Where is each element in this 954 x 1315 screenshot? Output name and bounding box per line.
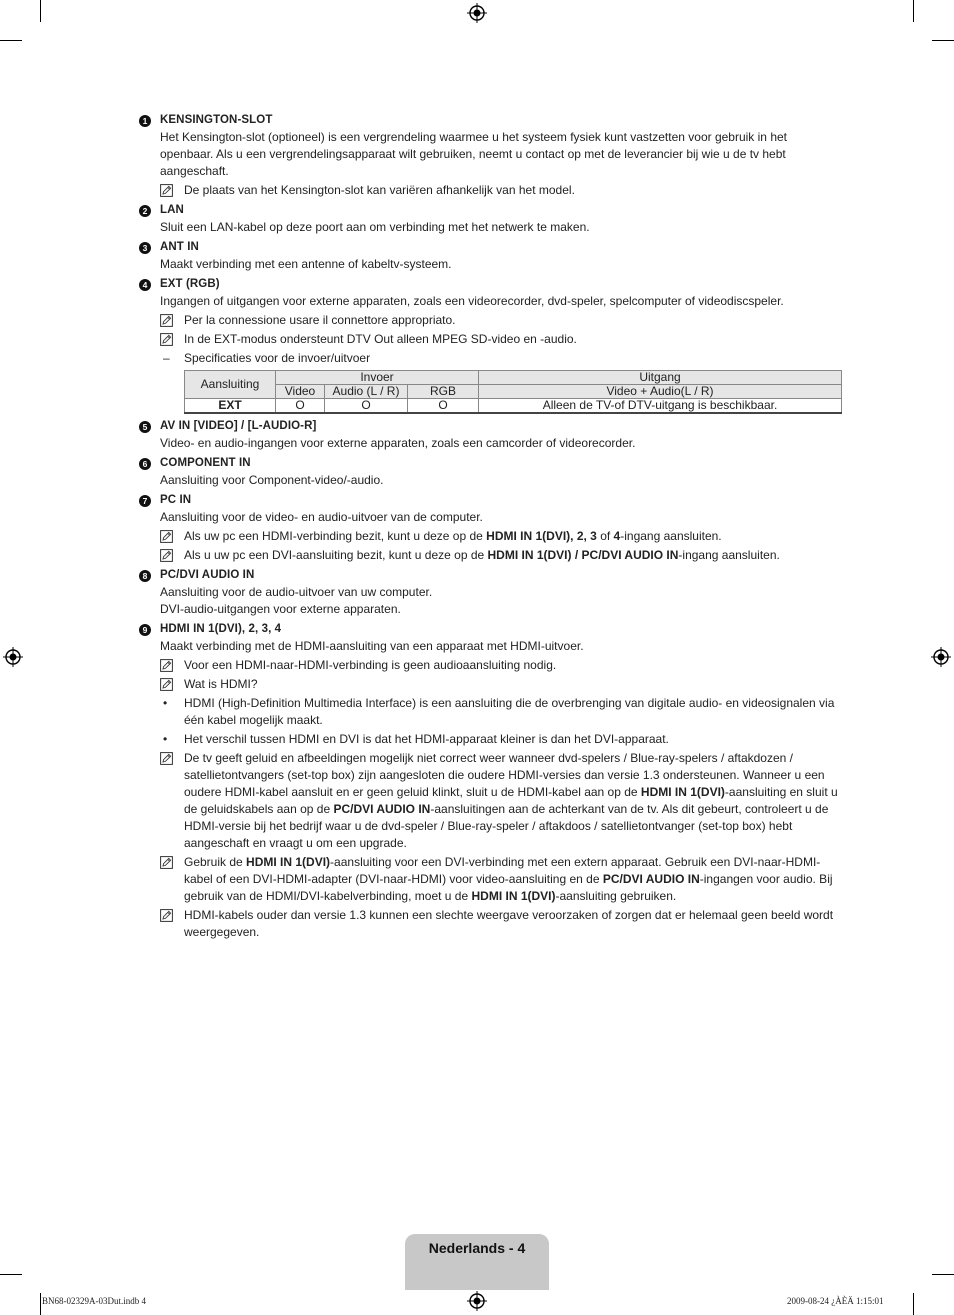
- note-pencil-icon: [160, 314, 173, 327]
- crop-mark: [913, 1293, 914, 1315]
- item-text: Wat is HDMI?: [184, 677, 258, 691]
- text-run: Als uw pc een HDMI-verbinding bezit, kunt u deze op de: [184, 529, 487, 543]
- section-pc-in: [139, 492, 841, 564]
- item-text: Aansluiting voor de video- en audio-uitvoer van de computer.: [160, 510, 483, 524]
- text-run: -aansluiting en sluit u de geluidskabels aan op de: [184, 785, 838, 816]
- bold-term: HDMI IN 1(DVI) / PC/DVI AUDIO IN: [487, 548, 679, 562]
- section-kensington-slot: [139, 112, 841, 199]
- item-text: Maakt verbinding met de HDMI-aansluiting van een apparaat met HDMI-uitvoer.: [160, 639, 584, 653]
- text-run: Gebruik de: [184, 855, 247, 869]
- note: [160, 547, 841, 564]
- bullet-item: [160, 731, 841, 748]
- item-text: Per la connessione usare il connettore appropriato.: [184, 313, 456, 327]
- paragraph: [160, 601, 841, 618]
- bold-term: PC/DVI AUDIO IN: [333, 802, 431, 816]
- bullet-dot-icon: •: [163, 732, 168, 746]
- section-ext-rgb: [139, 276, 841, 414]
- note: [160, 657, 841, 674]
- registration-mark-icon: [467, 3, 487, 23]
- text-run: -aansluiting gebruiken.: [555, 889, 677, 903]
- crop-mark: [0, 1274, 22, 1275]
- section-title: HDMI IN 1(DVI), 2, 3, 4: [160, 623, 282, 635]
- spec-row-name: EXT: [185, 399, 276, 414]
- spec-header-rgb: RGB: [408, 385, 479, 399]
- section-title: PC IN: [160, 494, 192, 506]
- paragraph: [160, 435, 841, 452]
- section-number-badge: 6: [139, 458, 151, 470]
- note: [160, 676, 841, 693]
- spec-table: [184, 370, 842, 414]
- text-run: -ingangen voor audio. Bij gebruik van de HDMI/DVI-kabelverbinding, moet u de: [184, 872, 833, 903]
- bold-term: HDMI IN 1(DVI): [246, 855, 331, 869]
- print-slug-right: 2009-08-24 ¿ÀÈÄ 1:15:01: [787, 1296, 884, 1306]
- spec-header-uitgang-video: Video + Audio(L / R): [479, 385, 842, 399]
- paragraph: [160, 638, 841, 655]
- section-title: COMPONENT IN: [160, 457, 251, 469]
- bold-term: HDMI IN 1(DVI): [471, 889, 556, 903]
- paragraph: [160, 256, 841, 273]
- section-number-badge: 2: [139, 205, 151, 217]
- crop-mark: [40, 1293, 41, 1315]
- item-text: Aansluiting voor Component-video/-audio.: [160, 473, 384, 487]
- bullet-dot-icon: •: [163, 696, 168, 710]
- crop-mark: [40, 0, 41, 22]
- section-title: KENSINGTON-SLOT: [160, 114, 273, 126]
- section-av-in-video-l-audio-r: [139, 418, 841, 452]
- text-run: -aansluiting voor een DVI-verbinding met een extern apparaat. Gebruik een DVI-naar-HDMI-kabel of een DVI-HDMI-adapter (DVI-naar-HDMI) voor video-aansluiting en de: [184, 855, 821, 886]
- registration-mark-icon: [467, 1291, 487, 1311]
- paragraph: [160, 472, 841, 489]
- crop-mark: [932, 40, 954, 41]
- spec-header-video: Video: [276, 385, 325, 399]
- crop-mark: [932, 1274, 954, 1275]
- note-pencil-icon: [160, 909, 173, 922]
- note-pencil-icon: [160, 678, 173, 691]
- page-number: Nederlands - 4: [428, 1240, 526, 1256]
- item-text: Maakt verbinding met een antenne of kabeltv-systeem.: [160, 257, 452, 271]
- text-run: -ingang aansluiten.: [620, 529, 722, 543]
- paragraph: [160, 584, 841, 601]
- note: [160, 907, 841, 941]
- paragraph: [160, 293, 841, 310]
- section-lan: [139, 202, 841, 236]
- text-run: -ingang aansluiten.: [678, 548, 780, 562]
- section-title: LAN: [160, 204, 184, 216]
- item-text: Aansluiting voor de audio-uitvoer van uw computer.: [160, 585, 433, 599]
- bullet-item: [160, 695, 841, 729]
- bold-term: 4: [613, 529, 621, 543]
- registration-mark-icon: [931, 647, 951, 667]
- section-hdmi-in-1-dvi-2-3-4: [139, 621, 841, 941]
- spec-header-aansluiting: Aansluiting: [185, 371, 276, 399]
- note: [160, 312, 841, 329]
- section-number-badge: 8: [139, 570, 151, 582]
- note-pencil-icon: [160, 530, 173, 543]
- section-title: PC/DVI AUDIO IN: [160, 569, 255, 581]
- bold-term: HDMI IN 1(DVI): [640, 785, 725, 799]
- dash-item: [160, 350, 841, 367]
- spec-header-invoer: Invoer: [276, 371, 479, 385]
- item-text: In de EXT-modus ondersteunt DTV Out alleen MPEG SD-video en -audio.: [184, 332, 577, 346]
- section-ant-in: [139, 239, 841, 273]
- item-text: HDMI-kabels ouder dan versie 1.3 kunnen een slechte weergave veroorzaken of zorgen dat er helemaal geen beeld wordt weergegeven.: [184, 908, 834, 939]
- note-pencil-icon: [160, 184, 173, 197]
- spec-header-uitgang: Uitgang: [479, 371, 842, 385]
- paragraph: [160, 129, 841, 180]
- spec-row-audio: O: [325, 399, 408, 414]
- note-pencil-icon: [160, 856, 173, 869]
- section-number-badge: 7: [139, 495, 151, 507]
- note-pencil-icon: [160, 549, 173, 562]
- section-number-badge: 1: [139, 115, 151, 127]
- bold-term: PC/DVI AUDIO IN: [602, 872, 700, 886]
- section-title: AV IN [VIDEO] / [L-AUDIO-R]: [160, 420, 317, 432]
- crop-mark: [0, 40, 22, 41]
- text-run: De tv geeft geluid en afbeeldingen mogelijk niet correct weer wanneer dvd-spelers / Blue-ray-spelers / aftakdozen / satellietontvangers (set-top box) zijn aangesloten die oudere HDMI-versies dan versie 1.3 ondersteunen. Wanneer u een oudere HDMI-kabel aansluit en er geen geluid klinkt, sluit u de HDMI-kabel aan op de: [184, 751, 825, 799]
- section-title: ANT IN: [160, 241, 199, 253]
- text-run: -aansluitingen aan de achterkant van de tv. Als dit gebeurt, controleert u de HDMI-versie bij het bedrijf waar u de dvd-speler / Blue-ray-speler / aftakdoos / satellietontvanger (set-top box) hebt aangeschaft en vraagt u om een upgrade.: [184, 802, 829, 850]
- section-number-badge: 4: [139, 279, 151, 291]
- section-number-badge: 5: [139, 421, 151, 433]
- note: [160, 331, 841, 348]
- note-pencil-icon: [160, 659, 173, 672]
- section-number-badge: 3: [139, 242, 151, 254]
- section-number-badge: 9: [139, 624, 151, 636]
- note: [160, 182, 841, 199]
- paragraph: [160, 509, 841, 526]
- item-text: Ingangen of uitgangen voor externe apparaten, zoals een videorecorder, dvd-speler, spelcomputer of videodiscspeler.: [160, 294, 784, 308]
- dash-icon: –: [163, 351, 170, 365]
- crop-mark: [913, 0, 914, 22]
- note: [160, 750, 841, 852]
- section-title: EXT (RGB): [160, 278, 220, 290]
- item-text: Specificaties voor de invoer/uitvoer: [184, 351, 371, 365]
- spec-row-uitgang: Alleen de TV-of DTV-uitgang is beschikbaar.: [479, 399, 842, 414]
- spec-row-rgb: O: [408, 399, 479, 414]
- text-run: Als u uw pc een DVI-aansluiting bezit, kunt u deze op de: [184, 548, 488, 562]
- bold-term: HDMI IN 1(DVI), 2, 3: [486, 529, 597, 543]
- item-text: Voor een HDMI-naar-HDMI-verbinding is geen audioaansluiting nodig.: [184, 658, 557, 672]
- note: [160, 854, 841, 905]
- manual-content: [139, 109, 841, 941]
- item-text: Het verschil tussen HDMI en DVI is dat het HDMI-apparaat kleiner is dan het DVI-apparaat.: [184, 732, 669, 746]
- section-pc-dvi-audio-in: [139, 567, 841, 618]
- note: [160, 528, 841, 545]
- section-component-in: [139, 455, 841, 489]
- registration-mark-icon: [3, 647, 23, 667]
- paragraph: [160, 219, 841, 236]
- item-text: De plaats van het Kensington-slot kan variëren afhankelijk van het model.: [184, 183, 575, 197]
- note-pencil-icon: [160, 752, 173, 765]
- item-text: Video- en audio-ingangen voor externe apparaten, zoals een camcorder of videorecorder.: [160, 436, 636, 450]
- item-text: DVI-audio-uitgangen voor externe apparaten.: [160, 602, 401, 616]
- item-text: Het Kensington-slot (optioneel) is een vergrendeling waarmee u het systeem fysiek kunt vastzetten voor gebruik in het openbaar. Als u een vergrendelingsapparaat wilt gebruiken, neemt u contact op met de leverancier bij wie u de tv hebt aangeschaft.: [160, 130, 787, 178]
- spec-header-audio: Audio (L / R): [325, 385, 408, 399]
- item-text: HDMI (High-Definition Multimedia Interface) is een aansluiting die de overbrenging van digitale audio- en videosignalen via één kabel mogelijk maakt.: [184, 696, 835, 727]
- text-run: of: [596, 529, 614, 543]
- note-pencil-icon: [160, 333, 173, 346]
- print-slug-left: BN68-02329A-03Dut.indb 4: [42, 1296, 146, 1306]
- spec-row-video: O: [276, 399, 325, 414]
- item-text: Sluit een LAN-kabel op deze poort aan om verbinding met het netwerk te maken.: [160, 220, 590, 234]
